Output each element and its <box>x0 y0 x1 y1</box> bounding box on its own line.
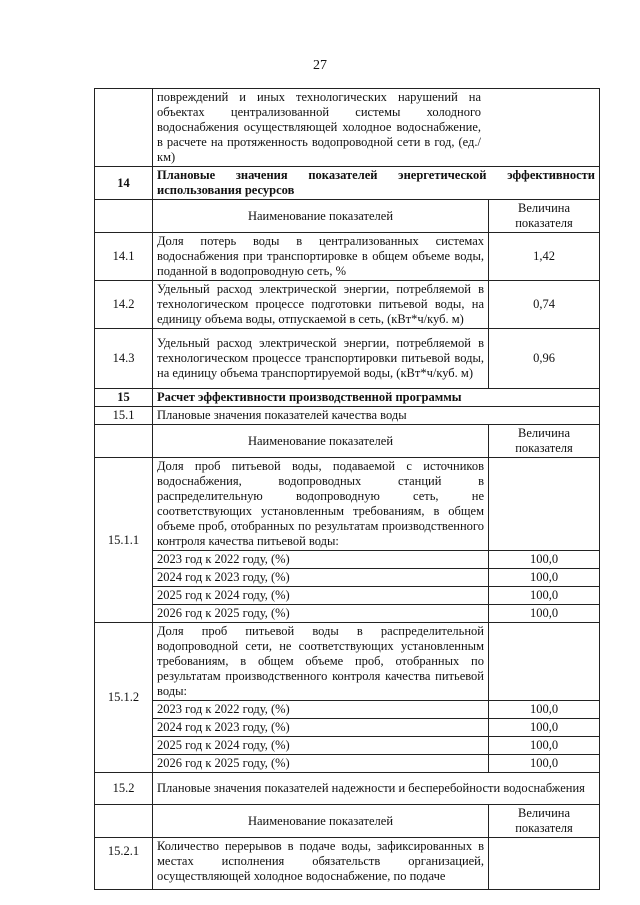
indicator-value: 0,96 <box>489 329 600 389</box>
indicator-name: Доля проб питьевой воды в распределительной водопроводной сети, не соответствующих установленным требованиям, в общем объеме проб, отобранных по результатам производственного контроля качества питьевой воды: <box>153 623 489 701</box>
header-value: Величина показателя <box>489 425 600 458</box>
row-number: 15.1.1 <box>95 458 153 623</box>
row-number: 14.1 <box>95 233 153 281</box>
header-value: Величина показателя <box>489 200 600 233</box>
indicator-name: Доля потерь воды в централизованных системах водоснабжения при транспортировке в общем объеме воды, поданной в водопроводную сеть, % <box>153 233 489 281</box>
row-number: 15.1 <box>95 407 153 425</box>
year-row <box>95 737 600 755</box>
header-name: Наименование показателей <box>153 805 489 838</box>
table-row <box>95 281 600 329</box>
year-value: 100,0 <box>489 701 600 719</box>
table-row <box>95 623 600 701</box>
year-label: 2025 год к 2024 году, (%) <box>153 587 489 605</box>
table-row <box>95 773 600 805</box>
indicator-value <box>489 458 600 551</box>
section-title: Плановые значения показателей энергетической эффективности использования ресурсов <box>153 167 600 200</box>
table-row <box>95 233 600 281</box>
year-label: 2025 год к 2024 году, (%) <box>153 737 489 755</box>
row-number: 14 <box>95 167 153 200</box>
row-number: 15.1.2 <box>95 623 153 773</box>
indicator-value: 0,74 <box>489 281 600 329</box>
row-number <box>95 805 153 838</box>
subsection-title: Плановые значения показателей надежности и бесперебойности водоснабжения <box>153 773 600 805</box>
indicator-value <box>489 623 600 701</box>
row-number: 15 <box>95 389 153 407</box>
table-header-row <box>95 805 600 838</box>
table-row <box>95 458 600 551</box>
year-label: 2023 год к 2022 году, (%) <box>153 551 489 569</box>
row-number <box>95 89 153 167</box>
table-row <box>95 89 600 167</box>
row-number: 15.2 <box>95 773 153 805</box>
year-row <box>95 701 600 719</box>
year-row <box>95 755 600 773</box>
header-name: Наименование показателей <box>153 425 489 458</box>
row-number: 14.3 <box>95 329 153 389</box>
indicator-name: Удельный расход электрической энергии, потребляемой в технологическом процессе транспортировки питьевой воды, на единицу объема транспортируемой воды, (кВт*ч/куб. м) <box>153 329 489 389</box>
indicator-value <box>489 838 600 890</box>
year-value: 100,0 <box>489 605 600 623</box>
row-number: 15.2.1 <box>95 838 153 890</box>
row-number <box>95 200 153 233</box>
year-row <box>95 587 600 605</box>
indicator-name: Доля проб питьевой воды, подаваемой с источников водоснабжения, водопроводных станций в распределительную водопроводную сеть, не соответствующих установленным требованиям, в общем объеме проб, отобранных по результатам производственного контроля качества питьевой воды: <box>153 458 489 551</box>
year-value: 100,0 <box>489 569 600 587</box>
table-row-section <box>95 389 600 407</box>
year-label: 2026 год к 2025 году, (%) <box>153 755 489 773</box>
table-row <box>95 407 600 425</box>
indicators-table <box>94 88 600 890</box>
header-value: Величина показателя <box>489 805 600 838</box>
section-title: Расчет эффективности производственной программы <box>153 389 600 407</box>
table-row-section <box>95 167 600 200</box>
year-label: 2024 год к 2023 году, (%) <box>153 569 489 587</box>
table-row <box>95 329 600 389</box>
year-row <box>95 605 600 623</box>
year-label: 2023 год к 2022 году, (%) <box>153 701 489 719</box>
year-label: 2026 год к 2025 году, (%) <box>153 605 489 623</box>
page-number: 27 <box>313 58 327 73</box>
continued-text: повреждений и иных технологических нарушений на объектах централизованной системы холодного водоснабжения осуществляющей холодное водоснабжение, в расчете на протяженность водопроводной сети в год, (ед./км) <box>153 89 600 167</box>
indicator-value: 1,42 <box>489 233 600 281</box>
table-header-row <box>95 200 600 233</box>
header-name: Наименование показателей <box>153 200 489 233</box>
year-value: 100,0 <box>489 551 600 569</box>
year-label: 2024 год к 2023 году, (%) <box>153 719 489 737</box>
year-value: 100,0 <box>489 587 600 605</box>
row-number <box>95 425 153 458</box>
table-header-row <box>95 425 600 458</box>
indicator-name: Удельный расход электрической энергии, потребляемой в технологическом процессе подготовки питьевой воды, на единицу объема воды, отпускаемой в сеть, (кВт*ч/куб. м) <box>153 281 489 329</box>
year-value: 100,0 <box>489 719 600 737</box>
year-value: 100,0 <box>489 755 600 773</box>
year-row <box>95 569 600 587</box>
row-number: 14.2 <box>95 281 153 329</box>
indicator-name: Количество перерывов в подаче воды, зафиксированных в местах исполнения обязательств организацией, осуществляющей холодное водоснабжение, по подаче <box>153 838 489 890</box>
year-row <box>95 719 600 737</box>
table-row <box>95 838 600 890</box>
year-value: 100,0 <box>489 737 600 755</box>
year-row <box>95 551 600 569</box>
subsection-title: Плановые значения показателей качества воды <box>153 407 600 425</box>
